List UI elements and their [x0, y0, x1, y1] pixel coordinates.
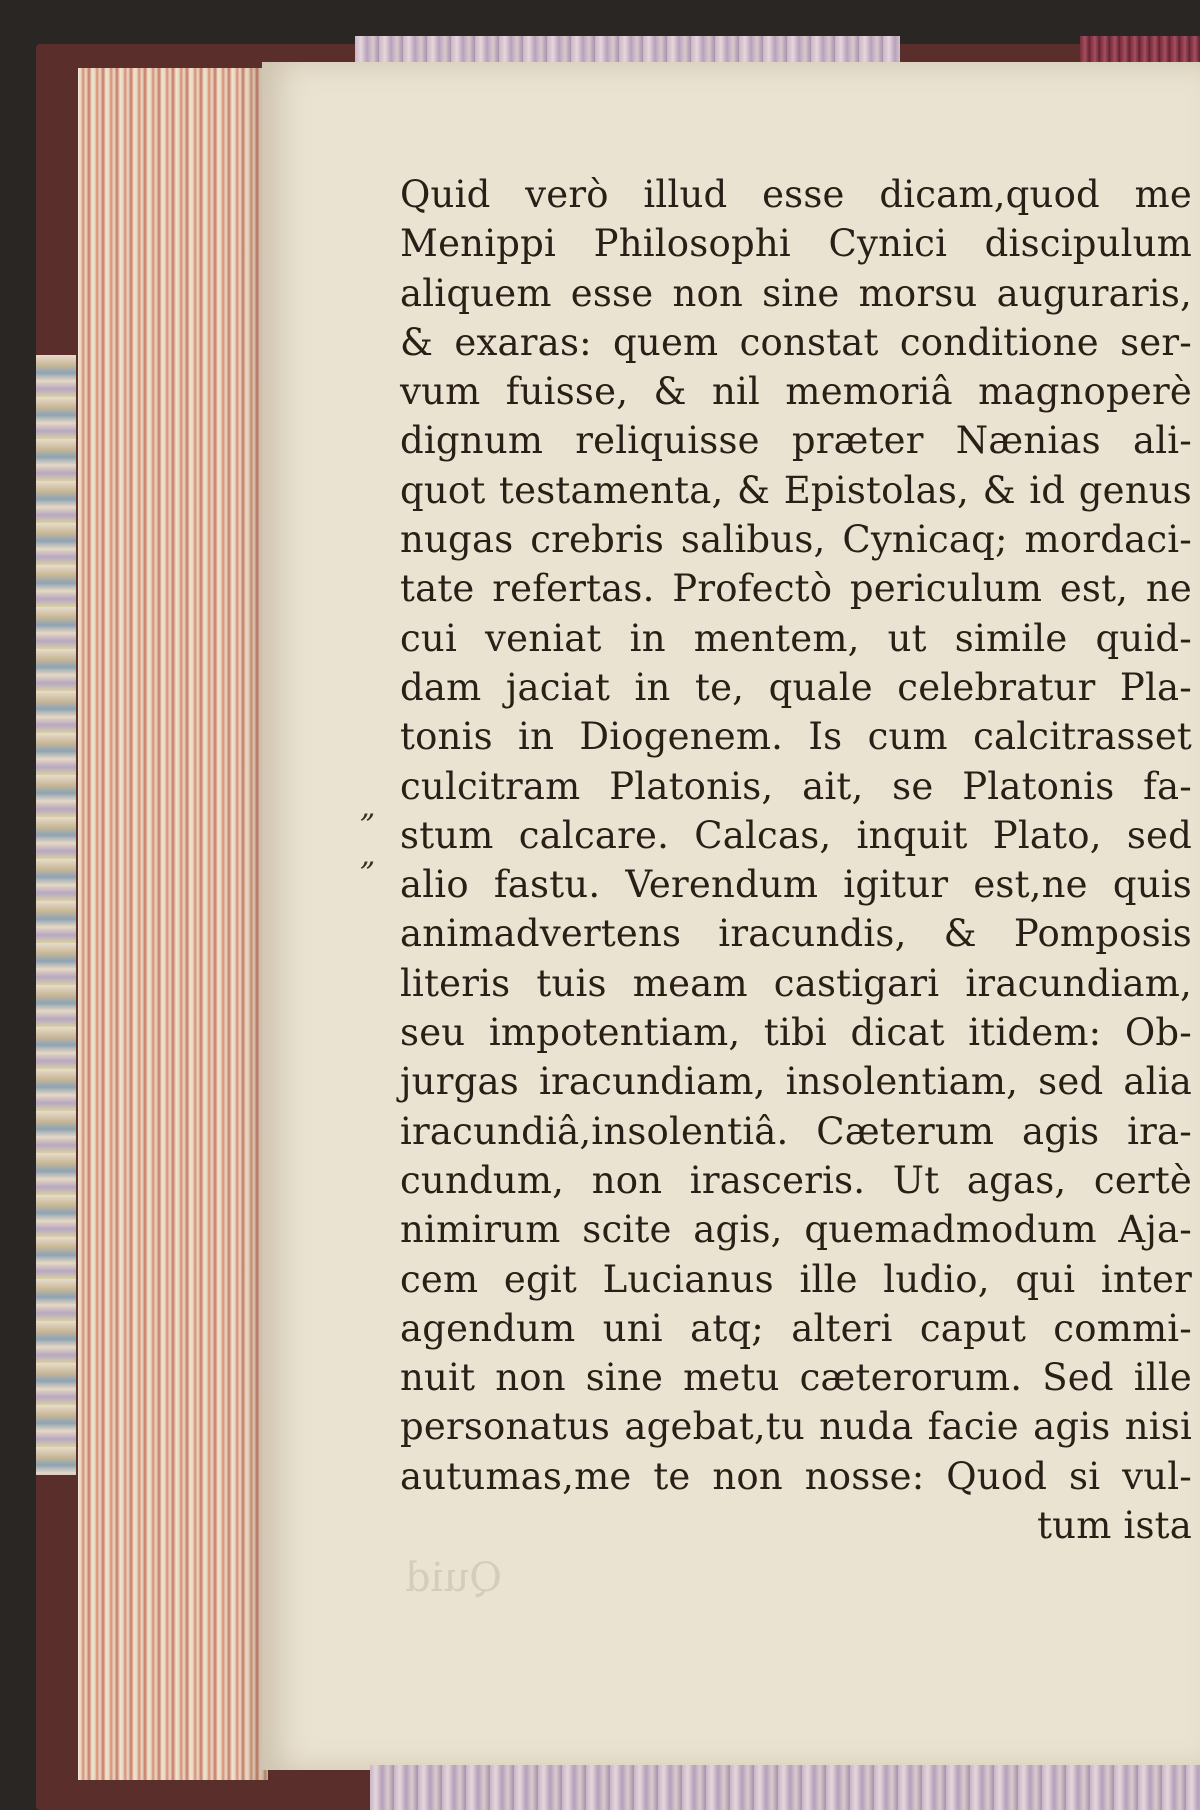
text-line: iracundiâ,insolentiâ. Cæterum agis ira- — [400, 1109, 1192, 1153]
text-line: nugas crebris salibus, Cynicaq; mordaci- — [400, 518, 1192, 562]
text-line: tate refertas. Profectò periculum est, ne — [400, 567, 1192, 611]
text-line: cundum, non irasceris. Ut agas, certè — [400, 1158, 1192, 1202]
text-line: seu impotentiam, tibi dicat itidem: Ob- — [400, 1011, 1192, 1055]
marbled-edge-left — [36, 355, 76, 1475]
text-line: dignum reliquisse præter Nænias ali- — [400, 419, 1192, 463]
text-line: agendum uni atq; alteri caput commi- — [400, 1306, 1192, 1350]
text-line: dam jaciat in te, quale celebratur Pla- — [400, 665, 1192, 709]
text-line: nuit non sine metu cæterorum. Sed ille — [400, 1356, 1192, 1400]
margin-quote-mark: „ — [360, 838, 376, 873]
show-through-text: Quid — [405, 1555, 502, 1601]
page-text — [400, 170, 1192, 1550]
text-line: cui veniat in mentem, ut simile quid- — [400, 616, 1192, 660]
text-line: cem egit Lucianus ille ludio, qui inter — [400, 1257, 1192, 1301]
text-line: quot testamenta, & Epistolas, & id genus — [400, 468, 1192, 512]
text-line: & exaras: quem constat conditione ser- — [400, 320, 1192, 364]
text-line: literis tuis meam castigari iracundiam, — [400, 961, 1192, 1005]
text-line: Quid verò illud esse dicam,quod me — [400, 173, 1192, 216]
text-line: personatus agebat,tu nuda facie agis nisi — [400, 1405, 1192, 1449]
text-line: nimirum scite agis, quemadmodum Aja- — [400, 1208, 1192, 1252]
text-line: alio fastu. Verendum igitur est,ne quis — [400, 863, 1192, 907]
marbled-edge-bottom — [370, 1765, 1200, 1810]
text-line: tonis in Diogenem. Is cum calcitrasset — [400, 715, 1192, 759]
catchword: tum ista — [1037, 1504, 1192, 1548]
text-line: jurgas iracundiam, insolentiam, sed alia — [400, 1060, 1192, 1104]
text-line: autumas,me te non nosse: Quod si vul- — [400, 1454, 1192, 1498]
text-line: vum fuisse, & nil memoriâ magnoperè — [400, 370, 1192, 414]
text-line: animadvertens iracundis, & Pomposis — [400, 912, 1192, 956]
margin-quote-mark: „ — [360, 790, 376, 825]
headband — [1080, 36, 1200, 62]
text-line: Menippi Philosophi Cynici discipulum — [400, 222, 1192, 266]
text-line: culcitram Platonis, ait, se Platonis fa- — [400, 764, 1192, 808]
text-line: aliquem esse non sine morsu auguraris, — [400, 271, 1192, 315]
text-line: stum calcare. Calcas, inquit Plato, sed — [400, 813, 1192, 857]
